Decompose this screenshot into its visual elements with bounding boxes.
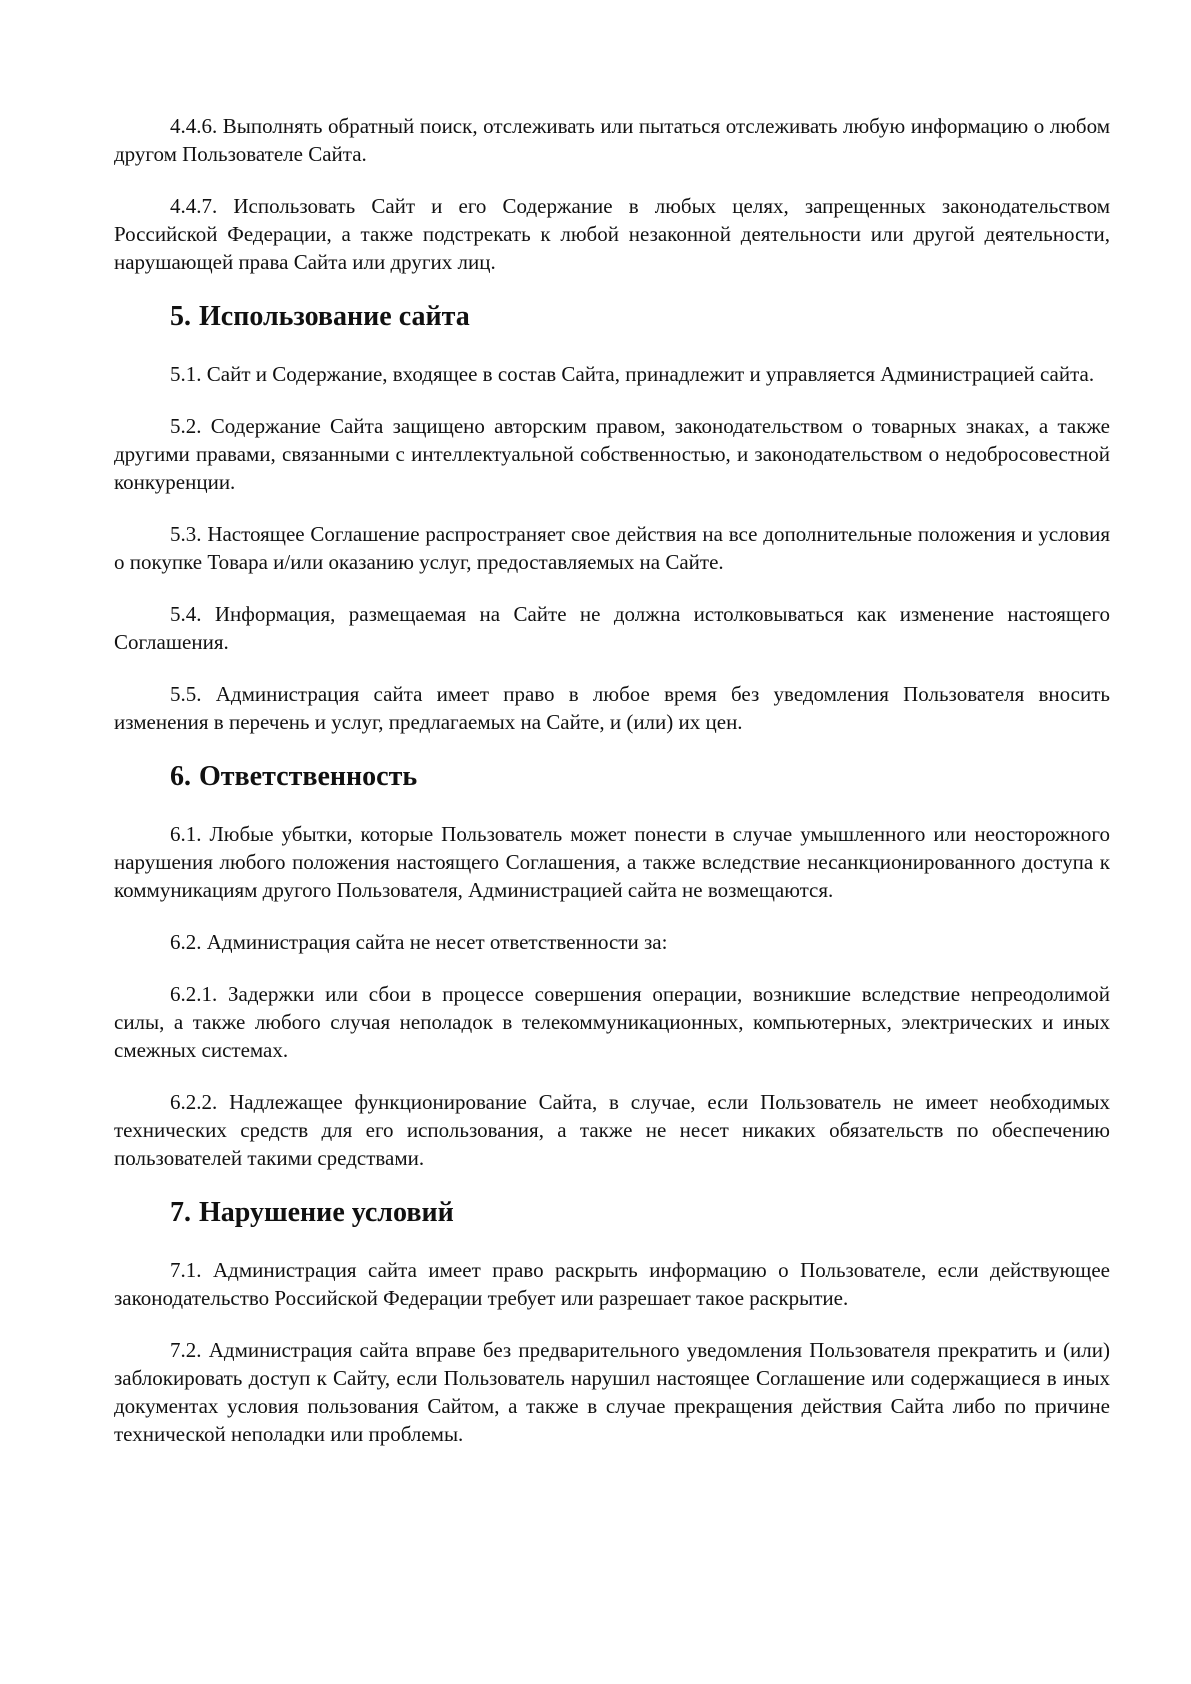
paragraph-6-1: 6.1. Любые убытки, которые Пользователь может понести в случае умышленного или неосторожного нарушения любого положения настоящего Соглашения, а также вследствие несанкционированного доступа к коммуникациям другого Пользователя, Администрацией сайта не возмещаются. bbox=[114, 822, 1110, 902]
paragraph-7-2: 7.2. Администрация сайта вправе без предварительного уведомления Пользователя прекратить и (или) заблокировать доступ к Сайту, если Пользователь нарушил настоящее Соглашение или содержащиеся в иных документах условия пользования Сайтом, а также в случае прекращения действия Сайта либо по причине технической неполадки или проблемы. bbox=[114, 1338, 1110, 1446]
paragraph-4-4-6: 4.4.6. Выполнять обратный поиск, отслеживать или пытаться отслеживать любую информацию о любом другом Пользователе Сайта. bbox=[114, 114, 1110, 166]
paragraph-5-2: 5.2. Содержание Сайта защищено авторским правом, законодательством о товарных знаках, а также другими правами, связанными с интеллектуальной собственностью, и законодательством о недобросовестной конкуренции. bbox=[114, 414, 1110, 494]
paragraph-5-1: 5.1. Сайт и Содержание, входящее в состав Сайта, принадлежит и управляется Администрацией сайта. bbox=[170, 362, 1095, 386]
paragraph-5-3: 5.3. Настоящее Соглашение распространяет свое действия на все дополнительные положения и условия о покупке Товара и/или оказанию услуг, предоставляемых на Сайте. bbox=[114, 522, 1110, 574]
paragraph-4-4-7: 4.4.7. Использовать Сайт и его Содержание в любых целях, запрещенных законодательством Российской Федерации, а также подстрекать к любой незаконной деятельности или другой деятельности, нарушающей права Сайта или других лиц. bbox=[114, 194, 1110, 274]
paragraph-6-2: 6.2. Администрация сайта не несет ответственности за: bbox=[170, 930, 668, 954]
section-heading-5 bbox=[170, 300, 1110, 334]
section-title: Нарушение условий bbox=[199, 1197, 454, 1228]
paragraph-6-2-2: 6.2.2. Надлежащее функционирование Сайта, в случае, если Пользователь не имеет необходимых технических средств для его использования, а также не несет никаких обязательств по обеспечению пользователей такими средствами. bbox=[114, 1090, 1110, 1170]
paragraph-5-4: 5.4. Информация, размещаемая на Сайте не должна истолковываться как изменение настоящего Соглашения. bbox=[114, 602, 1110, 654]
document-page bbox=[114, 112, 1110, 1472]
section-heading-7 bbox=[170, 1196, 1110, 1230]
section-heading-6 bbox=[170, 760, 1110, 794]
paragraph-7-1: 7.1. Администрация сайта имеет право раскрыть информацию о Пользователе, если действующее законодательство Российской Федерации требует или разрешает такое раскрытие. bbox=[114, 1258, 1110, 1310]
paragraph-6-2-1: 6.2.1. Задержки или сбои в процессе совершения операции, возникшие вследствие непреодолимой силы, а также любого случая неполадок в телекоммуникационных, компьютерных, электрических и иных смежных системах. bbox=[114, 982, 1110, 1062]
paragraph-5-5: 5.5. Администрация сайта имеет право в любое время без уведомления Пользователя вносить изменения в перечень и услуг, предлагаемых на Сайте, и (или) их цен. bbox=[114, 682, 1110, 734]
section-number: 7. bbox=[170, 1197, 191, 1228]
section-title: Ответственность bbox=[199, 761, 418, 792]
section-number: 6. bbox=[170, 761, 191, 792]
section-title: Использование сайта bbox=[199, 301, 470, 332]
section-number: 5. bbox=[170, 301, 191, 332]
